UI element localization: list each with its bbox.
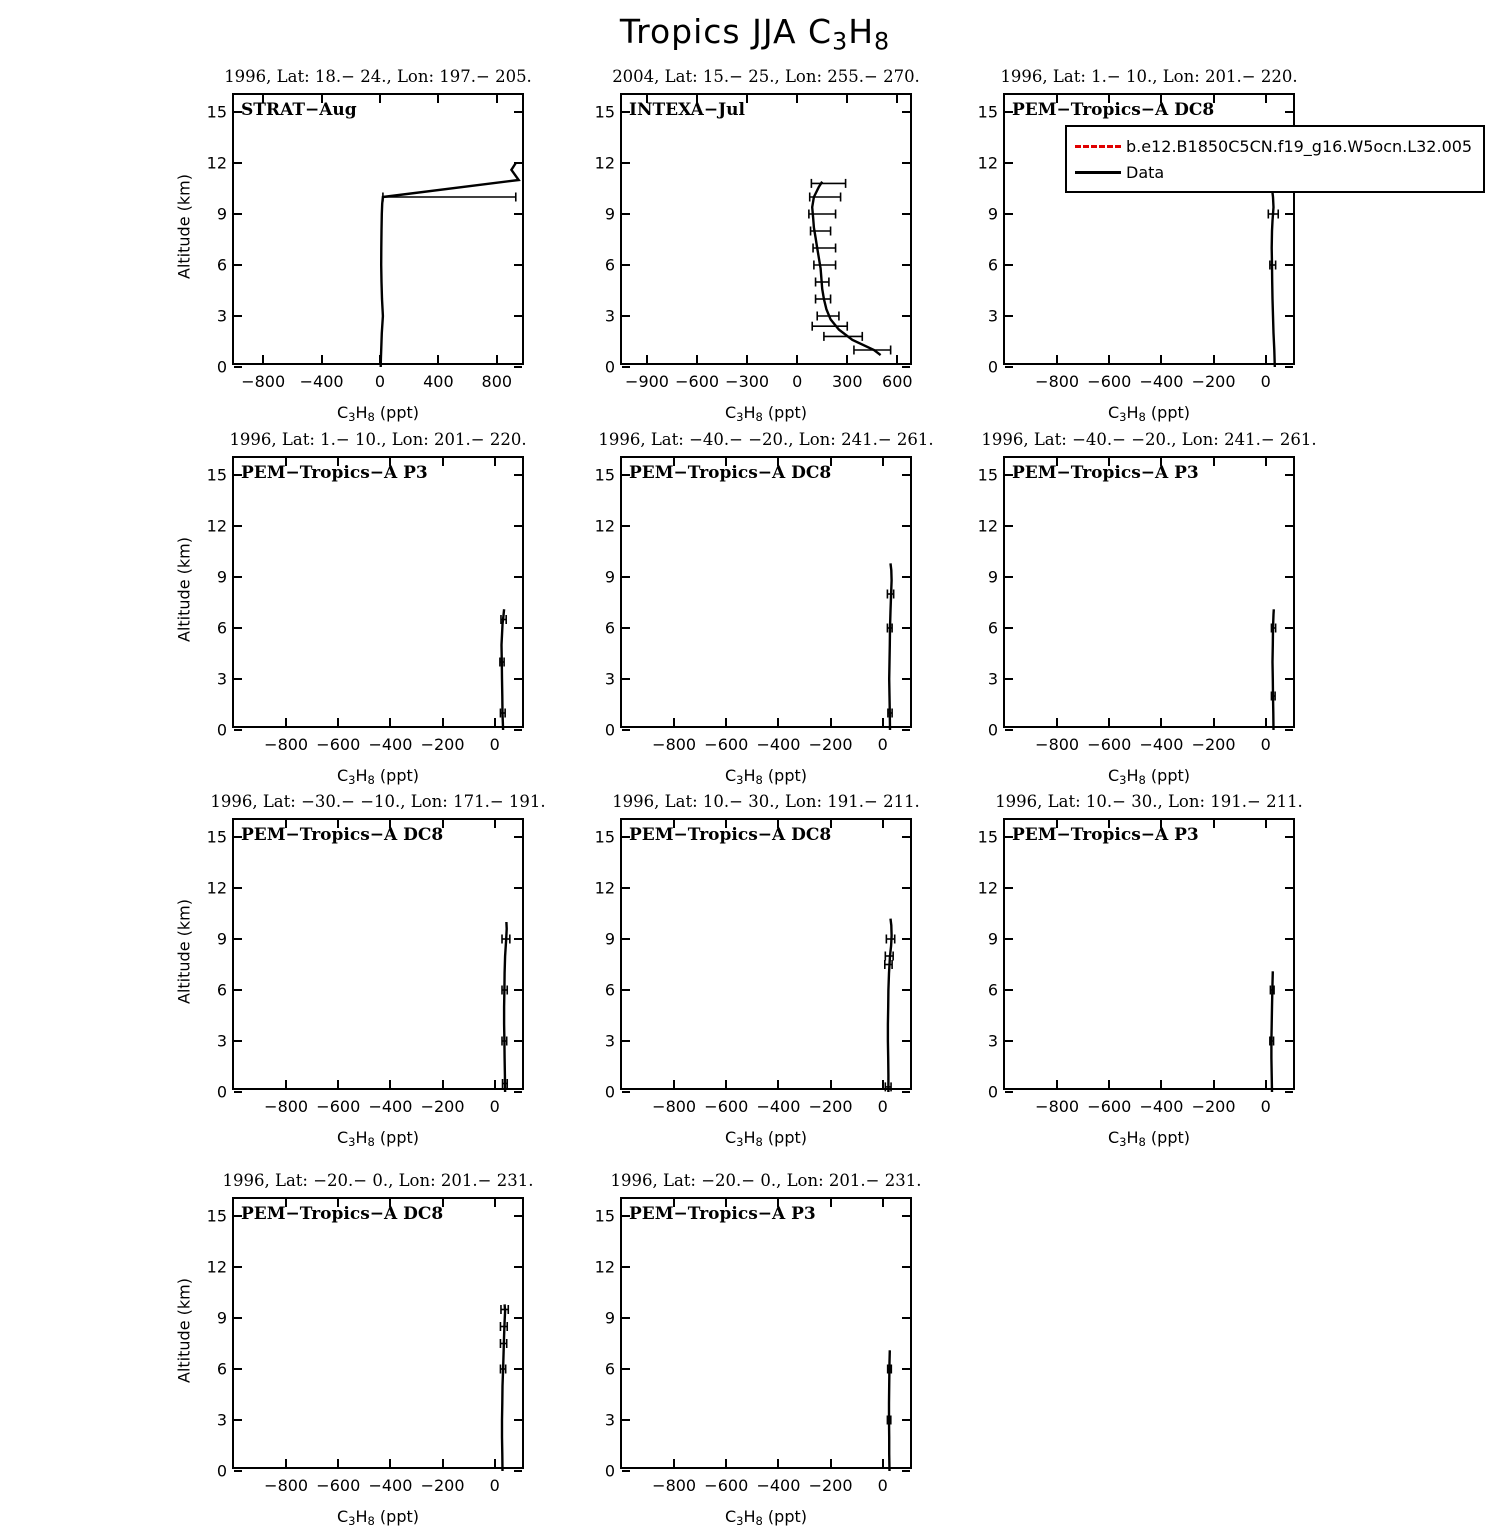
panel-header: 1996, Lat: 1.− 10., Lon: 201.− 220. xyxy=(229,430,527,449)
y-tick-label: 15 xyxy=(594,465,615,485)
x-tick-label: −400 xyxy=(299,372,344,391)
dataset-label: INTEXA−Jul xyxy=(629,100,745,120)
dataset-label: STRAT−Aug xyxy=(241,100,357,120)
x-axis-label: $C_3H_8$ (ppt) xyxy=(724,1128,807,1150)
y-tick-label: 9 xyxy=(216,204,227,224)
y-tick-label: 15 xyxy=(977,827,998,847)
y-tick-label: 9 xyxy=(216,567,227,587)
plot-area xyxy=(206,93,524,391)
panel-11 xyxy=(594,1171,922,1528)
x-tick-label: −300 xyxy=(725,372,770,391)
y-tick-label: 3 xyxy=(604,669,615,689)
x-tick-label: 0 xyxy=(1260,735,1271,754)
y-tick-label: 3 xyxy=(987,669,998,689)
y-tick-label: 3 xyxy=(604,306,615,326)
x-tick-label: −600 xyxy=(316,1097,361,1116)
y-tick-label: 0 xyxy=(987,357,998,377)
y-tick-label: 6 xyxy=(216,1359,227,1379)
figure-title-pre: Tropics JJA C xyxy=(619,12,833,51)
panel-7 xyxy=(174,792,546,1150)
x-tick-label: −600 xyxy=(704,1097,749,1116)
x-tick-label: 0 xyxy=(877,1097,888,1116)
y-tick-label: 6 xyxy=(987,980,998,1000)
figure-title-sub1: 3 xyxy=(832,27,849,56)
y-tick-label: 12 xyxy=(977,878,998,898)
plot-area xyxy=(594,1197,912,1495)
y-tick-label: 3 xyxy=(216,306,227,326)
x-tick-label: −800 xyxy=(264,735,309,754)
panel-header: 2004, Lat: 15.− 25., Lon: 255.− 270. xyxy=(612,67,920,86)
y-tick-label: 12 xyxy=(594,153,615,173)
y-tick-label: 6 xyxy=(987,618,998,638)
x-tick-label: 0 xyxy=(489,1097,500,1116)
plot-area xyxy=(206,456,524,754)
panel-3 xyxy=(977,67,1473,425)
x-tick-label: −200 xyxy=(420,1476,465,1495)
x-axis-label: $C_3H_8$ (ppt) xyxy=(336,766,419,788)
x-tick-label: −400 xyxy=(368,1097,413,1116)
panel-9 xyxy=(977,792,1303,1150)
y-tick-label: 6 xyxy=(216,618,227,638)
y-tick-label: 6 xyxy=(604,255,615,275)
panel-header: 1996, Lat: 10.− 30., Lon: 191.− 211. xyxy=(995,792,1303,811)
y-axis-label: Altitude (km) xyxy=(174,899,194,1004)
y-tick-label: 9 xyxy=(604,567,615,587)
y-tick-label: 15 xyxy=(206,827,227,847)
y-tick-label: 9 xyxy=(604,1308,615,1328)
figure-title xyxy=(0,12,1510,56)
y-tick-label: 0 xyxy=(987,720,998,740)
y-tick-label: 9 xyxy=(987,204,998,224)
y-tick-label: 9 xyxy=(604,929,615,949)
x-tick-label: 0 xyxy=(1260,1097,1271,1116)
panel-header: 1996, Lat: 18.− 24., Lon: 197.− 205. xyxy=(224,67,532,86)
panel-6 xyxy=(977,430,1317,788)
x-tick-label: 0 xyxy=(877,735,888,754)
x-tick-label: 0 xyxy=(1260,372,1271,391)
panel-5 xyxy=(594,430,934,788)
panel-1 xyxy=(174,67,532,425)
x-tick-label: 400 xyxy=(423,372,454,391)
x-tick-label: −600 xyxy=(675,372,720,391)
panel-4 xyxy=(174,430,527,788)
legend-item-2 xyxy=(1075,159,1475,185)
data-curves xyxy=(234,95,526,367)
x-tick-label: −600 xyxy=(1087,372,1132,391)
x-tick-label: −400 xyxy=(368,1476,413,1495)
plot-area xyxy=(594,818,912,1116)
plot-area xyxy=(206,818,524,1116)
y-tick-label: 9 xyxy=(604,204,615,224)
x-tick-label: −600 xyxy=(316,735,361,754)
x-tick-label: −400 xyxy=(1139,1097,1184,1116)
data-curves xyxy=(234,1199,526,1471)
plot-area xyxy=(594,93,913,391)
y-tick-label: 3 xyxy=(604,1410,615,1430)
x-tick-label: −600 xyxy=(316,1476,361,1495)
y-tick-label: 9 xyxy=(987,567,998,587)
x-tick-label: 600 xyxy=(882,372,913,391)
dataset-label: PEM−Tropics−A P3 xyxy=(629,1204,816,1224)
plot-area xyxy=(977,818,1295,1116)
y-tick-label: 0 xyxy=(216,1461,227,1481)
legend-item-1 xyxy=(1075,133,1475,159)
x-tick-label: −400 xyxy=(756,735,801,754)
x-tick-label: −200 xyxy=(420,735,465,754)
y-tick-label: 12 xyxy=(206,153,227,173)
x-tick-label: −800 xyxy=(652,735,697,754)
x-tick-label: −800 xyxy=(264,1476,309,1495)
panel-header: 1996, Lat: 1.− 10., Lon: 201.− 220. xyxy=(1000,67,1298,86)
y-tick-label: 12 xyxy=(206,516,227,536)
panel-header: 1996, Lat: −40.− −20., Lon: 241.− 261. xyxy=(981,430,1317,449)
y-axis-label: Altitude (km) xyxy=(174,1278,194,1383)
y-tick-label: 12 xyxy=(594,1257,615,1277)
y-tick-label: 15 xyxy=(594,827,615,847)
data-curves xyxy=(234,458,526,730)
y-tick-label: 0 xyxy=(987,1082,998,1102)
x-tick-label: −600 xyxy=(1087,735,1132,754)
y-tick-label: 0 xyxy=(216,720,227,740)
x-axis-label: $C_3H_8$ (ppt) xyxy=(724,766,807,788)
y-tick-label: 15 xyxy=(594,1206,615,1226)
figure-title-mid: H xyxy=(848,12,875,51)
y-tick-label: 6 xyxy=(604,618,615,638)
y-tick-label: 3 xyxy=(216,1410,227,1430)
y-tick-label: 3 xyxy=(216,1031,227,1051)
x-tick-label: −600 xyxy=(1087,1097,1132,1116)
x-tick-label: −800 xyxy=(1035,1097,1080,1116)
x-tick-label: −200 xyxy=(808,1097,853,1116)
x-axis-label: $C_3H_8$ (ppt) xyxy=(1107,403,1190,425)
panel-header: 1996, Lat: −20.− 0., Lon: 201.− 231. xyxy=(222,1171,534,1190)
dataset-label: PEM−Tropics−A P3 xyxy=(241,463,428,483)
x-tick-label: −200 xyxy=(1191,372,1236,391)
dataset-label: PEM−Tropics−A DC8 xyxy=(241,1204,444,1224)
y-tick-label: 6 xyxy=(216,980,227,1000)
y-tick-label: 6 xyxy=(604,980,615,1000)
x-axis-label: $C_3H_8$ (ppt) xyxy=(336,1128,419,1150)
data-curves xyxy=(622,95,914,367)
y-tick-label: 9 xyxy=(216,929,227,949)
x-tick-label: −800 xyxy=(1035,372,1080,391)
x-tick-label: 0 xyxy=(489,735,500,754)
x-tick-label: −400 xyxy=(368,735,413,754)
x-tick-label: −600 xyxy=(704,1476,749,1495)
x-axis-label: $C_3H_8$ (ppt) xyxy=(1107,766,1190,788)
x-tick-label: 800 xyxy=(481,372,513,391)
panel-10 xyxy=(174,1171,534,1528)
x-tick-label: −200 xyxy=(808,735,853,754)
y-tick-label: 0 xyxy=(604,720,615,740)
y-tick-label: 9 xyxy=(987,929,998,949)
x-tick-label: 300 xyxy=(831,372,863,391)
y-tick-label: 0 xyxy=(216,1082,227,1102)
x-tick-label: −800 xyxy=(652,1476,697,1495)
y-tick-label: 3 xyxy=(216,669,227,689)
x-axis-label: $C_3H_8$ (ppt) xyxy=(336,403,419,425)
y-tick-label: 3 xyxy=(604,1031,615,1051)
x-tick-label: 0 xyxy=(792,372,803,391)
x-tick-label: −800 xyxy=(652,1097,697,1116)
y-tick-label: 12 xyxy=(977,516,998,536)
legend-line-icon xyxy=(1075,145,1121,148)
plot-area xyxy=(977,456,1295,754)
plot-area xyxy=(594,456,912,754)
panel-header: 1996, Lat: 10.− 30., Lon: 191.− 211. xyxy=(612,792,920,811)
panel-header: 1996, Lat: −20.− 0., Lon: 201.− 231. xyxy=(610,1171,922,1190)
y-tick-label: 0 xyxy=(216,357,227,377)
x-tick-label: −400 xyxy=(756,1097,801,1116)
x-axis-label: $C_3H_8$ (ppt) xyxy=(1107,1128,1190,1150)
x-tick-label: −400 xyxy=(756,1476,801,1495)
legend-line-icon xyxy=(1075,171,1121,174)
y-tick-label: 0 xyxy=(604,357,615,377)
x-tick-label: −400 xyxy=(1139,735,1184,754)
figure-title-sub2: 8 xyxy=(874,27,891,56)
data-curves xyxy=(622,1199,914,1471)
panel-8 xyxy=(594,792,920,1150)
x-tick-label: −200 xyxy=(1191,735,1236,754)
y-tick-label: 15 xyxy=(594,102,615,122)
panel-2 xyxy=(594,67,920,425)
x-tick-label: −400 xyxy=(1139,372,1184,391)
x-tick-label: 0 xyxy=(489,1476,500,1495)
y-tick-label: 15 xyxy=(977,465,998,485)
dataset-label: PEM−Tropics−A P3 xyxy=(1012,463,1199,483)
y-tick-label: 9 xyxy=(216,1308,227,1328)
x-tick-label: −200 xyxy=(420,1097,465,1116)
legend-label: b.e12.B1850C5CN.f19_g16.W5ocn.L32.005 xyxy=(1126,136,1473,156)
y-tick-label: 0 xyxy=(604,1082,615,1102)
y-axis-label: Altitude (km) xyxy=(174,174,194,279)
x-tick-label: −200 xyxy=(1191,1097,1236,1116)
y-tick-label: 15 xyxy=(206,465,227,485)
y-tick-label: 12 xyxy=(594,516,615,536)
x-axis-label: $C_3H_8$ (ppt) xyxy=(724,1507,807,1528)
dataset-label: PEM−Tropics−A DC8 xyxy=(241,825,444,845)
y-tick-label: 12 xyxy=(206,878,227,898)
legend xyxy=(1065,125,1485,193)
dataset-label: PEM−Tropics−A DC8 xyxy=(629,825,832,845)
y-tick-label: 12 xyxy=(206,1257,227,1277)
y-tick-label: 12 xyxy=(594,878,615,898)
y-tick-label: 0 xyxy=(604,1461,615,1481)
dataset-label: PEM−Tropics−A P3 xyxy=(1012,825,1199,845)
x-axis-label: $C_3H_8$ (ppt) xyxy=(336,1507,419,1528)
x-tick-label: −800 xyxy=(241,372,286,391)
dataset-label: PEM−Tropics−A DC8 xyxy=(1012,100,1215,120)
data-curves xyxy=(622,820,914,1092)
legend-label: Data xyxy=(1126,162,1165,182)
panel-header: 1996, Lat: −40.− −20., Lon: 241.− 261. xyxy=(598,430,934,449)
x-tick-label: −800 xyxy=(1035,735,1080,754)
y-tick-label: 3 xyxy=(987,306,998,326)
data-curves xyxy=(1005,820,1297,1092)
x-tick-label: −600 xyxy=(704,735,749,754)
dataset-label: PEM−Tropics−A DC8 xyxy=(629,463,832,483)
y-tick-label: 6 xyxy=(604,1359,615,1379)
x-tick-label: 0 xyxy=(877,1476,888,1495)
y-tick-label: 15 xyxy=(977,102,998,122)
plot-area xyxy=(206,1197,524,1495)
x-axis-label: $C_3H_8$ (ppt) xyxy=(724,403,807,425)
y-tick-label: 3 xyxy=(987,1031,998,1051)
y-tick-label: 6 xyxy=(216,255,227,275)
y-tick-label: 15 xyxy=(206,102,227,122)
data-curves xyxy=(234,820,526,1092)
x-tick-label: 0 xyxy=(374,372,386,391)
data-curves xyxy=(622,458,914,730)
y-tick-label: 6 xyxy=(987,255,998,275)
y-tick-label: 15 xyxy=(206,1206,227,1226)
data-curves xyxy=(1005,458,1297,730)
x-tick-label: −800 xyxy=(264,1097,309,1116)
panel-header: 1996, Lat: −30.− −10., Lon: 171.− 191. xyxy=(210,792,546,811)
y-axis-label: Altitude (km) xyxy=(174,537,194,642)
y-tick-label: 12 xyxy=(977,153,998,173)
x-tick-label: −200 xyxy=(808,1476,853,1495)
x-tick-label: −900 xyxy=(625,372,669,391)
